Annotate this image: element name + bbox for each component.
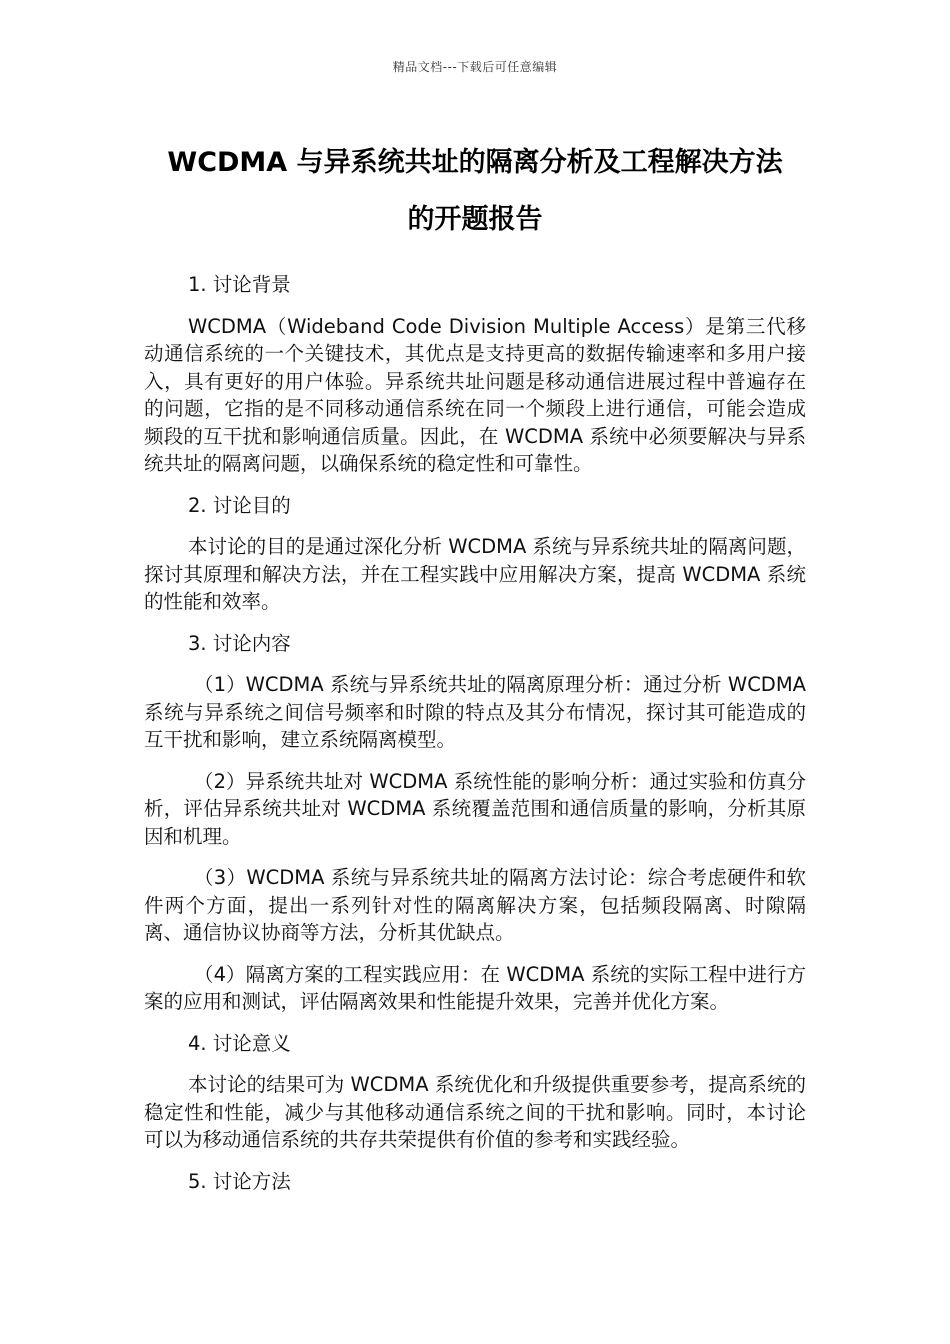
content-item-4: （4）隔离方案的工程实践应用：在 WCDMA 系统的实际工程中进行方案的应用和测试，评估隔离效果和性能提升效果，完善并优化方案。	[144, 962, 806, 1013]
section-heading-background: 1. 讨论背景	[188, 273, 291, 296]
header-note: 精品文档---下载后可任意编辑	[392, 60, 558, 74]
title-line-1: WCDMA 与异系统共址的隔离分析及工程解决方法	[167, 147, 783, 178]
section-heading-method: 5. 讨论方法	[188, 1169, 291, 1193]
section-heading-content: 3. 讨论内容	[188, 631, 291, 655]
section-paragraph-purpose: 本讨论的目的是通过深化分析 WCDMA 系统与异系统共址的隔离问题，探讨其原理和解决方法，并在工程实践中应用解决方案，提高 WCDMA 系统的性能和效率。	[144, 535, 806, 613]
title-line-2: 的开题报告	[407, 204, 543, 235]
section-paragraph-background: WCDMA（Wideband Code Division Multiple Access）是第三代移动通信系统的一个关键技术，其优点是支持更高的数据传输速率和多用户接入，具有更好的用户体验。异系统共址问题是移动通信进展过程中普遍存在的问题，它指的是不同移动通信系统在同一个频段上进行通信，可能会造成频段的互干扰和影响通信质量。因此，在 WCDMA 系统中必须要解决与异系统共址的隔离问题，以确保系统的稳定性和可靠性。	[144, 314, 806, 475]
section-paragraph-significance: 本讨论的结果可为 WCDMA 系统优化和升级提供重要参考，提高系统的稳定性和性能，减少与其他移动通信系统之间的干扰和影响。同时，本讨论可以为移动通信系统的共存共荣提供有价值的参考和实践经验。	[144, 1073, 806, 1151]
document-title	[120, 134, 830, 248]
section-heading-purpose: 2. 讨论目的	[188, 493, 291, 517]
content-item-2: （2）异系统共址对 WCDMA 系统性能的影响分析：通过实验和仿真分析，评估异系统共址对 WCDMA 系统覆盖范围和通信质量的影响，分析其原因和机理。	[144, 769, 806, 848]
section-heading-significance: 4. 讨论意义	[188, 1031, 291, 1055]
content-item-1: （1）WCDMA 系统与异系统共址的隔离原理分析：通过分析 WCDMA 系统与异系统之间信号频率和时隙的特点及其分布情况，探讨其可能造成的互干扰和影响，建立系统隔离模型。	[144, 673, 806, 751]
content-item-3: （3）WCDMA 系统与异系统共址的隔离方法讨论：综合考虑硬件和软件两个方面，提出一系列针对性的隔离解决方案，包括频段隔离、时隙隔离、通信协议协商等方法，分析其优缺点。	[144, 866, 806, 944]
document-body	[144, 271, 806, 1209]
